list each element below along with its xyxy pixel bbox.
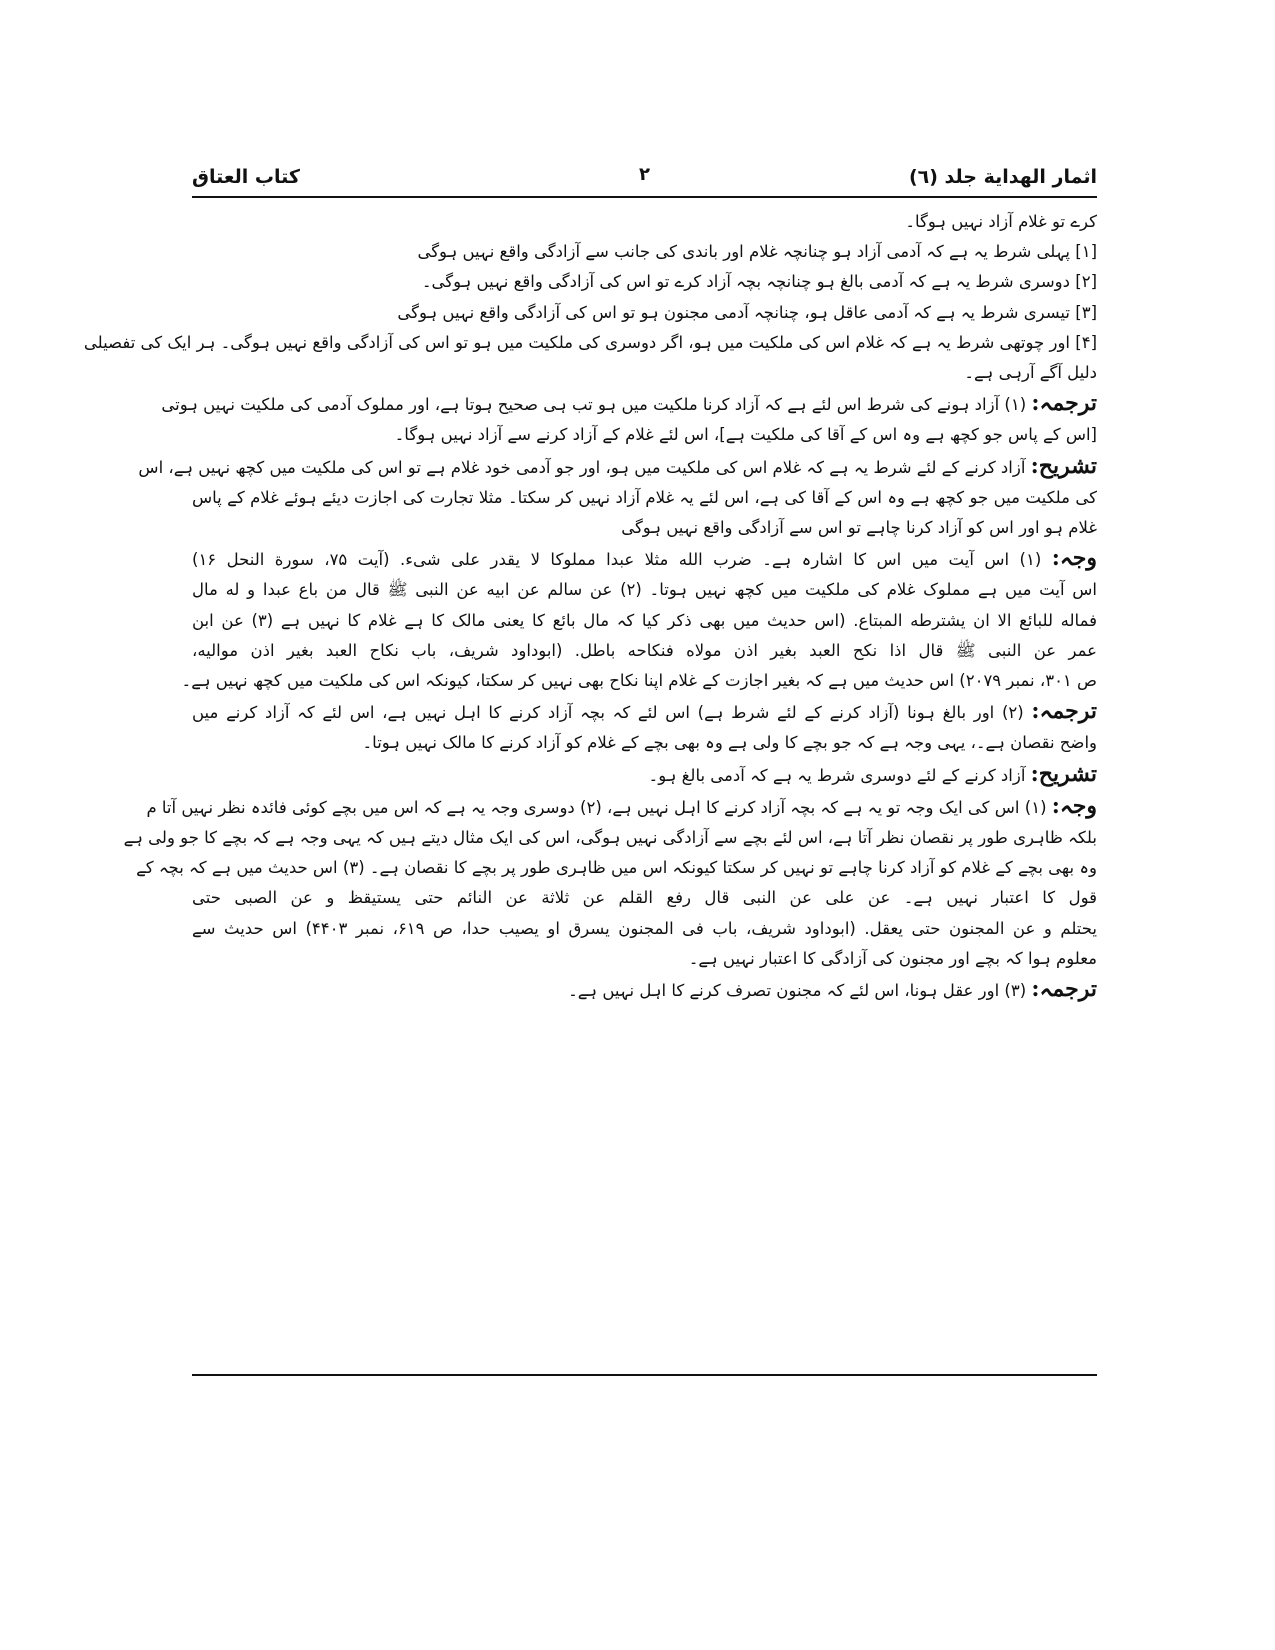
line-text: غلام ہو اور اس کو آزاد کرنا چاہے تو اس سے آزادگی واقع نہیں ہوگی xyxy=(621,518,1097,538)
line-text: فماله للبائع الا ان یشترطه المبتاع. (اس حدیث میں بھی ذکر کیا کہ مال بائع کا یعنی مالک کا ہے غلام کا نہیں ہے (۳) عن ابن xyxy=(192,610,1097,630)
text-line xyxy=(192,267,1097,297)
line-text: اس آیت میں ہے مملوک غلام کی ملکیت میں کچھ نہیں ہوتا۔ (۲) عن سالم عن ابیه عن النبی ﷺ قال من باع عبدا و له مال xyxy=(192,580,1097,600)
text-line xyxy=(146,791,1097,823)
text-line xyxy=(138,451,1097,483)
text-line xyxy=(192,944,1097,974)
page-number: ۲ xyxy=(639,164,650,185)
text-line xyxy=(192,606,1097,636)
line-text: بلکہ ظاہری طور پر نقصان نظر آتا ہے، اس لئے بچے سے آزادگی نہیں ہوگی، اس کی ایک مثال دیتے ہیں کہ یہی وجہ ہے کہ بچے کا جو ولی ہے xyxy=(123,828,1097,848)
running-header xyxy=(192,160,1097,194)
section-label: ترجمہ: xyxy=(1031,698,1097,725)
text-line xyxy=(192,759,1097,791)
page-body xyxy=(83,207,1098,1006)
section-label: ترجمہ: xyxy=(1031,976,1097,1003)
text-line xyxy=(192,696,1097,728)
header-rule xyxy=(192,196,1097,198)
line-text: کی ملکیت میں جو کچھ ہے وہ اس کے آقا کی ہے، اس لئے یہ غلام آزاد نہیں کر سکتا۔ مثلا تجارت کی اجازت دیئے ہوئے غلام کے پاس xyxy=(192,487,1097,507)
text-line xyxy=(192,237,1097,267)
text-line xyxy=(192,298,1097,328)
book-title: اثمار الهداية جلد (٦) xyxy=(908,166,1097,188)
text-line xyxy=(123,823,1097,853)
line-text: (۳) اور عقل ہونا، اس لئے کہ مجنون تصرف کرنے کا اہل نہیں ہے۔ xyxy=(568,981,1027,1001)
section-label: تشریح: xyxy=(1030,760,1097,787)
line-text: وہ بھی بچے کے غلام کو آزاد کرنا چاہے تو نہیں کر سکتا کیونکہ اس میں ظاہری طور پر بچے کا نقصان ہے۔ (۳) اس حدیث میں ہے کہ بچہ کے xyxy=(136,858,1097,878)
text-line xyxy=(192,543,1097,575)
line-text: [۱] پہلی شرط یہ ہے کہ آدمی آزاد ہو چنانچہ غلام اور باندی کی جانب سے آزادگی واقع نہیں ہوگی xyxy=(417,242,1097,262)
text-line xyxy=(192,207,1097,237)
line-text: قول کا اعتبار نہیں ہے۔ عن علی عن النبی قال رفع القلم عن ثلاثة عن النائم حتی یستیقظ و عن الصبی حتی xyxy=(192,888,1097,908)
text-line xyxy=(192,420,1097,450)
section-label: وجہ: xyxy=(1051,545,1097,572)
section-label: تشریح: xyxy=(1030,452,1097,479)
document-page xyxy=(83,160,1098,1006)
line-text: (۲) اور بالغ ہونا (آزاد کرنے کے لئے شرط ہے) اس لئے کہ بچہ آزاد کرنے کا اہل نہیں ہے، اس لئے کہ آزاد کرنے میں xyxy=(192,703,1024,723)
line-text: (۱) اس آیت میں اس کا اشارہ ہے۔ ضرب الله مثلا عبدا مملوکا لا یقدر علی شیء. (آیت ۷۵، سورة النحل ۱۶) xyxy=(192,550,1042,570)
line-text: آزاد کرنے کے لئے دوسری شرط یہ ہے کہ آدمی بالغ ہو۔ xyxy=(648,765,1026,785)
text-line xyxy=(83,328,1097,358)
text-line xyxy=(192,636,1097,666)
line-text: (۱) آزاد ہونے کی شرط اس لئے ہے کہ آزاد کرنا ملکیت میں ہو تب ہی صحیح ہوتا ہے، اور مملوک آدمی کی ملکیت نہیں ہوتی xyxy=(161,395,1027,415)
text-line xyxy=(192,914,1097,944)
line-text: کرے تو غلام آزاد نہیں ہوگا۔ xyxy=(905,212,1097,231)
line-text: آزاد کرنے کے لئے شرط یہ ہے کہ غلام اس کی ملکیت میں ہو، اور جو آدمی خود غلام ہے تو اس کی ملکیت میں کچھ نہیں ہے، اس xyxy=(138,457,1026,477)
line-text: دلیل آگے آرہی ہے۔ xyxy=(964,363,1097,383)
line-text: یحتلم و عن المجنون حتی یعقل. (ابوداود شریف، باب فی المجنون یسرق او یصیب حدا، ص ۶۱۹، نمبر ۴۴۰۳) اس حدیث سے xyxy=(192,918,1098,938)
text-line xyxy=(192,513,1097,543)
text-line xyxy=(192,575,1097,605)
text-line xyxy=(192,358,1097,388)
section-label: ترجمہ: xyxy=(1031,390,1097,417)
footer-rule xyxy=(192,1374,1097,1376)
text-line xyxy=(181,666,1097,696)
text-line xyxy=(192,883,1097,913)
text-line xyxy=(192,483,1097,513)
line-text: [۳] تیسری شرط یہ ہے کہ آدمی عاقل ہو، چنانچہ آدمی مجنون ہو تو اس کی آزادگی واقع نہیں ہوگی xyxy=(397,302,1097,322)
section-label: وجہ: xyxy=(1051,792,1097,819)
line-text: [۲] دوسری شرط یہ ہے کہ آدمی بالغ ہو چنانچہ بچہ آزاد کرے تو اس کی آزادگی واقع نہیں ہوگی۔ xyxy=(421,272,1097,292)
line-text: [۴] اور چوتھی شرط یہ ہے کہ غلام اس کی ملکیت میں ہو، اگر دوسری کی ملکیت میں ہو تو اس کی آزادگی واقع نہیں ہوگی۔ ہر ایک کی تفصیلی xyxy=(83,332,1097,352)
line-text: (۱) اس کی ایک وجہ تو یہ ہے کہ بچہ آزاد کرنے کا اہل نہیں ہے، (۲) دوسری وجہ یہ ہے کہ اس میں بچے کوئی فائدہ نظر نہیں آتا م xyxy=(146,797,1047,817)
text-line xyxy=(192,974,1097,1006)
line-text: معلوم ہوا کہ بچے اور مجنون کی آزادگی کا اعتبار نہیں ہے۔ xyxy=(688,948,1097,968)
chapter-title: كتاب العتاق xyxy=(192,166,300,188)
line-text: واضح نقصان ہے۔، یہی وجہ ہے کہ جو بچے کا ولی ہے وہ بھی بچے کے غلام کو آزاد کرنے کا مالک نہیں ہوتا۔ xyxy=(362,733,1097,753)
line-text: ص ۳۰۱، نمبر ۲۰۷۹) اس حدیث میں ہے کہ بغیر اجازت کے غلام اپنا نکاح بھی نہیں کر سکتا، کیونکہ اس کی ملکیت میں کچھ نہیں ہے۔ xyxy=(181,671,1097,691)
line-text: [اس کے پاس جو کچھ ہے وہ اس کے آقا کی ملکیت ہے]، اس لئے غلام کے آزاد کرنے سے آزاد نہیں ہوگا۔ xyxy=(394,425,1097,445)
line-text: عمر عن النبی ﷺ قال اذا نکح العبد بغیر اذن مولاه فنکاحه باطل. (ابوداود شریف، باب نکاح العبد بغیر اذن موالیه، xyxy=(192,640,1097,660)
text-line xyxy=(161,388,1097,420)
text-line xyxy=(192,728,1097,758)
text-line xyxy=(136,853,1097,883)
